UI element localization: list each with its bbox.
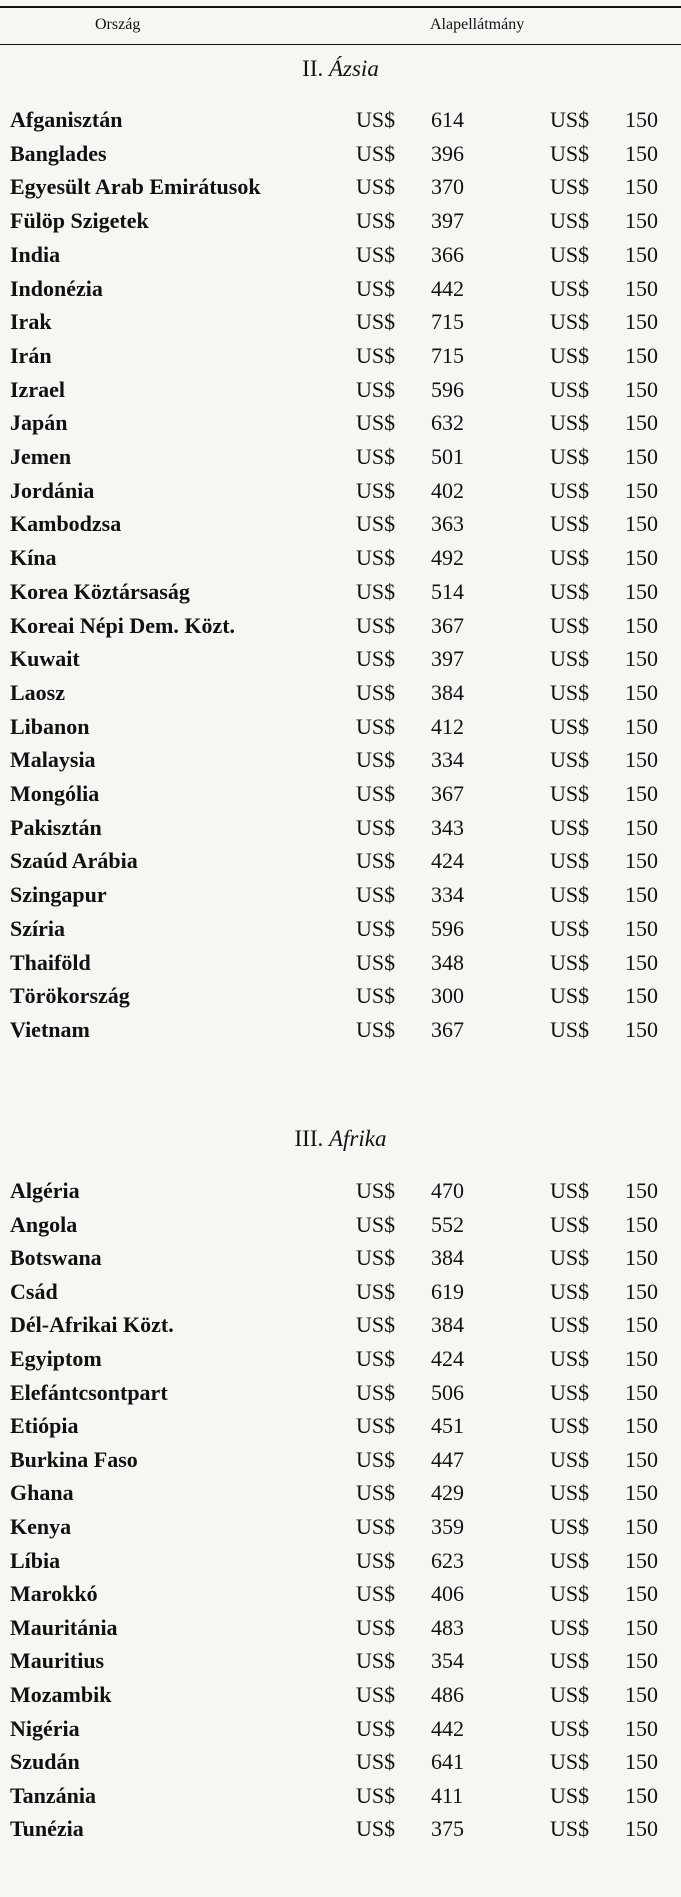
allowance-value: 411 <box>431 1782 464 1808</box>
allowance-value: 375 <box>431 1816 464 1842</box>
allowance-value: 424 <box>431 848 464 874</box>
allowance-value: 367 <box>431 781 464 806</box>
currency-label: US$ <box>356 1782 396 1808</box>
basic-value: 150 <box>625 713 658 739</box>
country-name: Thaiföld <box>10 949 91 975</box>
table-row <box>0 1749 681 1783</box>
basic-value: 150 <box>625 1614 658 1640</box>
currency-label: US$ <box>550 1245 590 1271</box>
currency-label: US$ <box>356 915 396 941</box>
country-name: Afganisztán <box>10 107 123 132</box>
allowance-value: 397 <box>431 208 464 234</box>
currency-label: US$ <box>356 1016 396 1042</box>
table-row <box>0 747 681 781</box>
country-name: Etiópia <box>10 1413 79 1439</box>
country-name: Nigéria <box>10 1715 80 1741</box>
allowance-value: 614 <box>431 107 464 132</box>
currency-label: US$ <box>356 1211 396 1237</box>
country-name: Szingapur <box>10 882 107 908</box>
country-name: Kína <box>10 545 57 571</box>
basic-value: 150 <box>625 1581 658 1607</box>
currency-label: US$ <box>356 1682 396 1707</box>
currency-label: US$ <box>356 612 396 638</box>
allowance-value: 596 <box>431 915 464 941</box>
allowance-value: 359 <box>431 1514 464 1539</box>
currency-label: US$ <box>356 983 396 1009</box>
table-row <box>0 410 681 444</box>
basic-value: 150 <box>625 1312 658 1338</box>
allowance-value: 402 <box>431 477 464 503</box>
basic-value: 150 <box>625 679 658 705</box>
currency-label: US$ <box>550 1211 590 1237</box>
allowance-value: 501 <box>431 444 464 469</box>
table-row <box>0 1447 681 1481</box>
currency-label: US$ <box>356 1614 396 1640</box>
basic-value: 150 <box>625 1682 658 1707</box>
allowance-value: 334 <box>431 747 464 773</box>
basic-value: 150 <box>625 612 658 638</box>
basic-value: 150 <box>625 1782 658 1808</box>
country-name: Egyiptom <box>10 1346 102 1371</box>
table-row <box>0 714 681 748</box>
table-row <box>0 1682 681 1716</box>
country-name: Izrael <box>10 376 65 402</box>
basic-value: 150 <box>625 1715 658 1741</box>
currency-label: US$ <box>356 1816 396 1842</box>
allowance-value: 370 <box>431 174 464 200</box>
allowance-value: 451 <box>431 1413 464 1439</box>
currency-label: US$ <box>550 1648 590 1674</box>
currency-label: US$ <box>550 1312 590 1338</box>
allowance-value: 506 <box>431 1379 464 1405</box>
basic-value: 150 <box>625 578 658 604</box>
currency-label: US$ <box>550 511 590 537</box>
basic-value: 150 <box>625 477 658 503</box>
table-row <box>0 1816 681 1850</box>
currency-label: US$ <box>550 410 590 436</box>
basic-value: 150 <box>625 1016 658 1042</box>
basic-value: 150 <box>625 1547 658 1573</box>
currency-label: US$ <box>356 410 396 436</box>
table-row <box>0 107 681 141</box>
basic-value: 150 <box>625 1480 658 1506</box>
country-name: Pakisztán <box>10 814 102 840</box>
country-name: India <box>10 241 61 267</box>
country-name: Irak <box>10 309 52 335</box>
currency-label: US$ <box>356 713 396 739</box>
table-row <box>0 1017 681 1051</box>
basic-value: 150 <box>625 1278 658 1304</box>
country-name: Csád <box>10 1278 58 1304</box>
allowance-value: 442 <box>431 275 464 301</box>
country-name: Marokkó <box>10 1581 98 1607</box>
table-row <box>0 141 681 175</box>
table-row <box>0 983 681 1017</box>
currency-label: US$ <box>550 1413 590 1439</box>
currency-label: US$ <box>356 646 396 672</box>
basic-value: 150 <box>625 140 658 166</box>
country-name: Japán <box>10 410 68 436</box>
allowance-value: 384 <box>431 1312 464 1338</box>
table-row <box>0 848 681 882</box>
currency-label: US$ <box>356 477 396 503</box>
country-name: Mauritánia <box>10 1614 118 1640</box>
allowance-value: 470 <box>431 1178 464 1203</box>
allowance-value: 514 <box>431 578 464 604</box>
currency-label: US$ <box>356 140 396 166</box>
currency-label: US$ <box>356 814 396 840</box>
country-name: Laosz <box>10 679 65 705</box>
currency-label: US$ <box>356 747 396 773</box>
basic-value: 150 <box>625 1413 658 1439</box>
section-name: Ázsia <box>328 56 379 81</box>
currency-label: US$ <box>550 208 590 234</box>
currency-label: US$ <box>356 1514 396 1539</box>
allowance-value: 363 <box>431 511 464 537</box>
currency-label: US$ <box>356 949 396 975</box>
allowance-value: 632 <box>431 410 464 436</box>
table-row <box>0 916 681 950</box>
table-row <box>0 1279 681 1313</box>
basic-value: 150 <box>625 241 658 267</box>
basic-value: 150 <box>625 444 658 469</box>
country-name: Libanon <box>10 713 90 739</box>
currency-label: US$ <box>356 174 396 200</box>
currency-label: US$ <box>550 848 590 874</box>
table-row <box>0 1716 681 1750</box>
currency-label: US$ <box>550 781 590 806</box>
country-name: Koreai Népi Dem. Közt. <box>10 612 236 638</box>
currency-label: US$ <box>356 1446 396 1472</box>
table-row <box>0 343 681 377</box>
section-title <box>0 1126 681 1152</box>
allowance-value: 619 <box>431 1278 464 1304</box>
basic-value: 150 <box>625 275 658 301</box>
basic-value: 150 <box>625 342 658 368</box>
table-row <box>0 1783 681 1817</box>
country-name: Indonézia <box>10 275 103 301</box>
currency-label: US$ <box>550 444 590 469</box>
section-numeral: II. <box>302 56 324 81</box>
currency-label: US$ <box>550 1715 590 1741</box>
basic-value: 150 <box>625 1648 658 1674</box>
currency-label: US$ <box>550 477 590 503</box>
country-name: Dél-Afrikai Közt. <box>10 1312 174 1338</box>
currency-label: US$ <box>356 848 396 874</box>
allowance-value: 596 <box>431 376 464 402</box>
basic-value: 150 <box>625 1245 658 1271</box>
basic-value: 150 <box>625 1446 658 1472</box>
basic-value: 150 <box>625 208 658 234</box>
allowance-value: 715 <box>431 309 464 335</box>
allowance-value: 623 <box>431 1547 464 1573</box>
basic-value: 150 <box>625 781 658 806</box>
basic-value: 150 <box>625 1816 658 1842</box>
basic-value: 150 <box>625 814 658 840</box>
currency-label: US$ <box>550 1178 590 1203</box>
currency-label: US$ <box>356 1547 396 1573</box>
country-name: Malaysia <box>10 747 96 773</box>
currency-label: US$ <box>356 882 396 908</box>
table-row <box>0 276 681 310</box>
currency-label: US$ <box>356 309 396 335</box>
section-name: Afrika <box>328 1126 387 1151</box>
allowance-value: 348 <box>431 949 464 975</box>
country-name: Korea Köztársaság <box>10 578 190 604</box>
country-name: Törökország <box>10 983 130 1009</box>
currency-label: US$ <box>356 1312 396 1338</box>
table-row <box>0 1648 681 1682</box>
currency-label: US$ <box>356 1581 396 1607</box>
allowance-value: 552 <box>431 1211 464 1237</box>
basic-value: 150 <box>625 1514 658 1539</box>
basic-value: 150 <box>625 410 658 436</box>
allowance-value: 641 <box>431 1749 464 1775</box>
currency-label: US$ <box>550 646 590 672</box>
basic-value: 150 <box>625 511 658 537</box>
country-name: Kuwait <box>10 646 80 672</box>
table-row <box>0 1514 681 1548</box>
table-row <box>0 1212 681 1246</box>
header-basic-allowance: Alapellátmány <box>430 16 525 33</box>
currency-label: US$ <box>356 444 396 469</box>
currency-label: US$ <box>356 1245 396 1271</box>
currency-label: US$ <box>356 545 396 571</box>
allowance-value: 300 <box>431 983 464 1009</box>
basic-value: 150 <box>625 882 658 908</box>
country-name: Jordánia <box>10 477 95 503</box>
table-row <box>0 1245 681 1279</box>
table-row <box>0 1581 681 1615</box>
table-row <box>0 309 681 343</box>
country-name: Banglades <box>10 140 107 166</box>
table-row <box>0 545 681 579</box>
currency-label: US$ <box>550 342 590 368</box>
table-row <box>0 882 681 916</box>
allowance-value: 343 <box>431 814 464 840</box>
basic-value: 150 <box>625 1346 658 1371</box>
basic-value: 150 <box>625 646 658 672</box>
basic-value: 150 <box>625 1749 658 1775</box>
table-row <box>0 1380 681 1414</box>
currency-label: US$ <box>550 814 590 840</box>
allowance-value: 367 <box>431 612 464 638</box>
country-name: Szaúd Arábia <box>10 848 138 874</box>
table-row <box>0 444 681 478</box>
header-rule <box>0 44 681 45</box>
allowance-value: 412 <box>431 713 464 739</box>
basic-value: 150 <box>625 174 658 200</box>
allowance-value: 384 <box>431 1245 464 1271</box>
country-name: Irán <box>10 342 52 368</box>
currency-label: US$ <box>356 208 396 234</box>
currency-label: US$ <box>550 545 590 571</box>
country-name: Burkina Faso <box>10 1446 138 1472</box>
allowance-value: 366 <box>431 241 464 267</box>
country-name: Angola <box>10 1211 78 1237</box>
table-row <box>0 377 681 411</box>
currency-label: US$ <box>356 781 396 806</box>
currency-label: US$ <box>356 376 396 402</box>
allowance-value: 334 <box>431 882 464 908</box>
country-name: Tunézia <box>10 1816 84 1842</box>
table-row <box>0 511 681 545</box>
currency-label: US$ <box>550 1278 590 1304</box>
country-name: Kambodzsa <box>10 511 122 537</box>
currency-label: US$ <box>356 1480 396 1506</box>
allowance-value: 483 <box>431 1614 464 1640</box>
table-row <box>0 1480 681 1514</box>
section-title <box>0 56 681 82</box>
section-numeral: III. <box>294 1126 324 1151</box>
basic-value: 150 <box>625 309 658 335</box>
currency-label: US$ <box>550 1480 590 1506</box>
basic-value: 150 <box>625 949 658 975</box>
country-name: Kenya <box>10 1514 72 1539</box>
allowance-value: 447 <box>431 1446 464 1472</box>
currency-label: US$ <box>356 342 396 368</box>
table-header <box>0 8 681 46</box>
table-row <box>0 242 681 276</box>
basic-value: 150 <box>625 747 658 773</box>
basic-value: 150 <box>625 107 658 132</box>
country-name: Vietnam <box>10 1016 90 1042</box>
table-row <box>0 646 681 680</box>
currency-label: US$ <box>550 713 590 739</box>
allowance-value: 367 <box>431 1016 464 1042</box>
allowance-value: 715 <box>431 342 464 368</box>
currency-label: US$ <box>356 511 396 537</box>
table-row <box>0 680 681 714</box>
country-name: Ghana <box>10 1480 74 1506</box>
allowance-value: 384 <box>431 679 464 705</box>
country-name: Mauritius <box>10 1648 105 1674</box>
currency-label: US$ <box>550 1016 590 1042</box>
table-row <box>0 1548 681 1582</box>
table-row <box>0 950 681 984</box>
currency-label: US$ <box>550 1682 590 1707</box>
table-row <box>0 613 681 647</box>
currency-label: US$ <box>356 578 396 604</box>
currency-label: US$ <box>356 1715 396 1741</box>
country-name: Algéria <box>10 1178 80 1203</box>
allowance-value: 396 <box>431 140 464 166</box>
country-name: Mozambik <box>10 1682 112 1707</box>
currency-label: US$ <box>356 679 396 705</box>
basic-value: 150 <box>625 1379 658 1405</box>
basic-value: 150 <box>625 376 658 402</box>
table-row <box>0 208 681 242</box>
currency-label: US$ <box>550 107 590 132</box>
currency-label: US$ <box>550 140 590 166</box>
currency-label: US$ <box>356 275 396 301</box>
allowance-value: 424 <box>431 1346 464 1371</box>
table-row <box>0 579 681 613</box>
currency-label: US$ <box>356 107 396 132</box>
basic-value: 150 <box>625 915 658 941</box>
country-name: Elefántcsontpart <box>10 1379 168 1405</box>
currency-label: US$ <box>356 1749 396 1775</box>
currency-label: US$ <box>550 1749 590 1775</box>
currency-label: US$ <box>550 679 590 705</box>
currency-label: US$ <box>356 1178 396 1203</box>
header-country: Ország <box>95 16 141 33</box>
currency-label: US$ <box>550 241 590 267</box>
country-name: Egyesült Arab Emirátusok <box>10 174 261 200</box>
currency-label: US$ <box>550 1547 590 1573</box>
country-name: Botswana <box>10 1245 102 1271</box>
currency-label: US$ <box>550 949 590 975</box>
allowance-value: 486 <box>431 1682 464 1707</box>
table-row <box>0 1312 681 1346</box>
currency-label: US$ <box>550 915 590 941</box>
allowance-value: 492 <box>431 545 464 571</box>
currency-label: US$ <box>550 612 590 638</box>
currency-label: US$ <box>550 1816 590 1842</box>
currency-label: US$ <box>550 1581 590 1607</box>
table-row <box>0 478 681 512</box>
allowance-value: 442 <box>431 1715 464 1741</box>
currency-label: US$ <box>356 1278 396 1304</box>
basic-value: 150 <box>625 848 658 874</box>
country-name: Tanzánia <box>10 1782 97 1808</box>
currency-label: US$ <box>550 1379 590 1405</box>
allowance-value: 429 <box>431 1480 464 1506</box>
table-row <box>0 1178 681 1212</box>
allowance-value: 397 <box>431 646 464 672</box>
table-row <box>0 815 681 849</box>
currency-label: US$ <box>356 1648 396 1674</box>
country-name: Líbia <box>10 1547 61 1573</box>
currency-label: US$ <box>550 1446 590 1472</box>
allowance-value: 406 <box>431 1581 464 1607</box>
table-row <box>0 1413 681 1447</box>
currency-label: US$ <box>550 275 590 301</box>
country-name: Szíria <box>10 915 65 941</box>
basic-value: 150 <box>625 1211 658 1237</box>
currency-label: US$ <box>550 1514 590 1539</box>
basic-value: 150 <box>625 545 658 571</box>
currency-label: US$ <box>356 1346 396 1371</box>
table-row <box>0 174 681 208</box>
basic-value: 150 <box>625 983 658 1009</box>
table-row <box>0 1615 681 1649</box>
country-name: Fülöp Szigetek <box>10 208 149 234</box>
currency-label: US$ <box>550 174 590 200</box>
currency-label: US$ <box>550 578 590 604</box>
currency-label: US$ <box>550 882 590 908</box>
country-name: Jemen <box>10 444 72 469</box>
basic-value: 150 <box>625 1178 658 1203</box>
currency-label: US$ <box>356 1379 396 1405</box>
country-name: Mongólia <box>10 781 100 806</box>
currency-label: US$ <box>356 241 396 267</box>
currency-label: US$ <box>550 1614 590 1640</box>
allowance-value: 354 <box>431 1648 464 1674</box>
currency-label: US$ <box>356 1413 396 1439</box>
currency-label: US$ <box>550 983 590 1009</box>
currency-label: US$ <box>550 376 590 402</box>
currency-label: US$ <box>550 1782 590 1808</box>
currency-label: US$ <box>550 1346 590 1371</box>
table-row <box>0 1346 681 1380</box>
table-row <box>0 781 681 815</box>
currency-label: US$ <box>550 309 590 335</box>
country-name: Szudán <box>10 1749 80 1775</box>
currency-label: US$ <box>550 747 590 773</box>
